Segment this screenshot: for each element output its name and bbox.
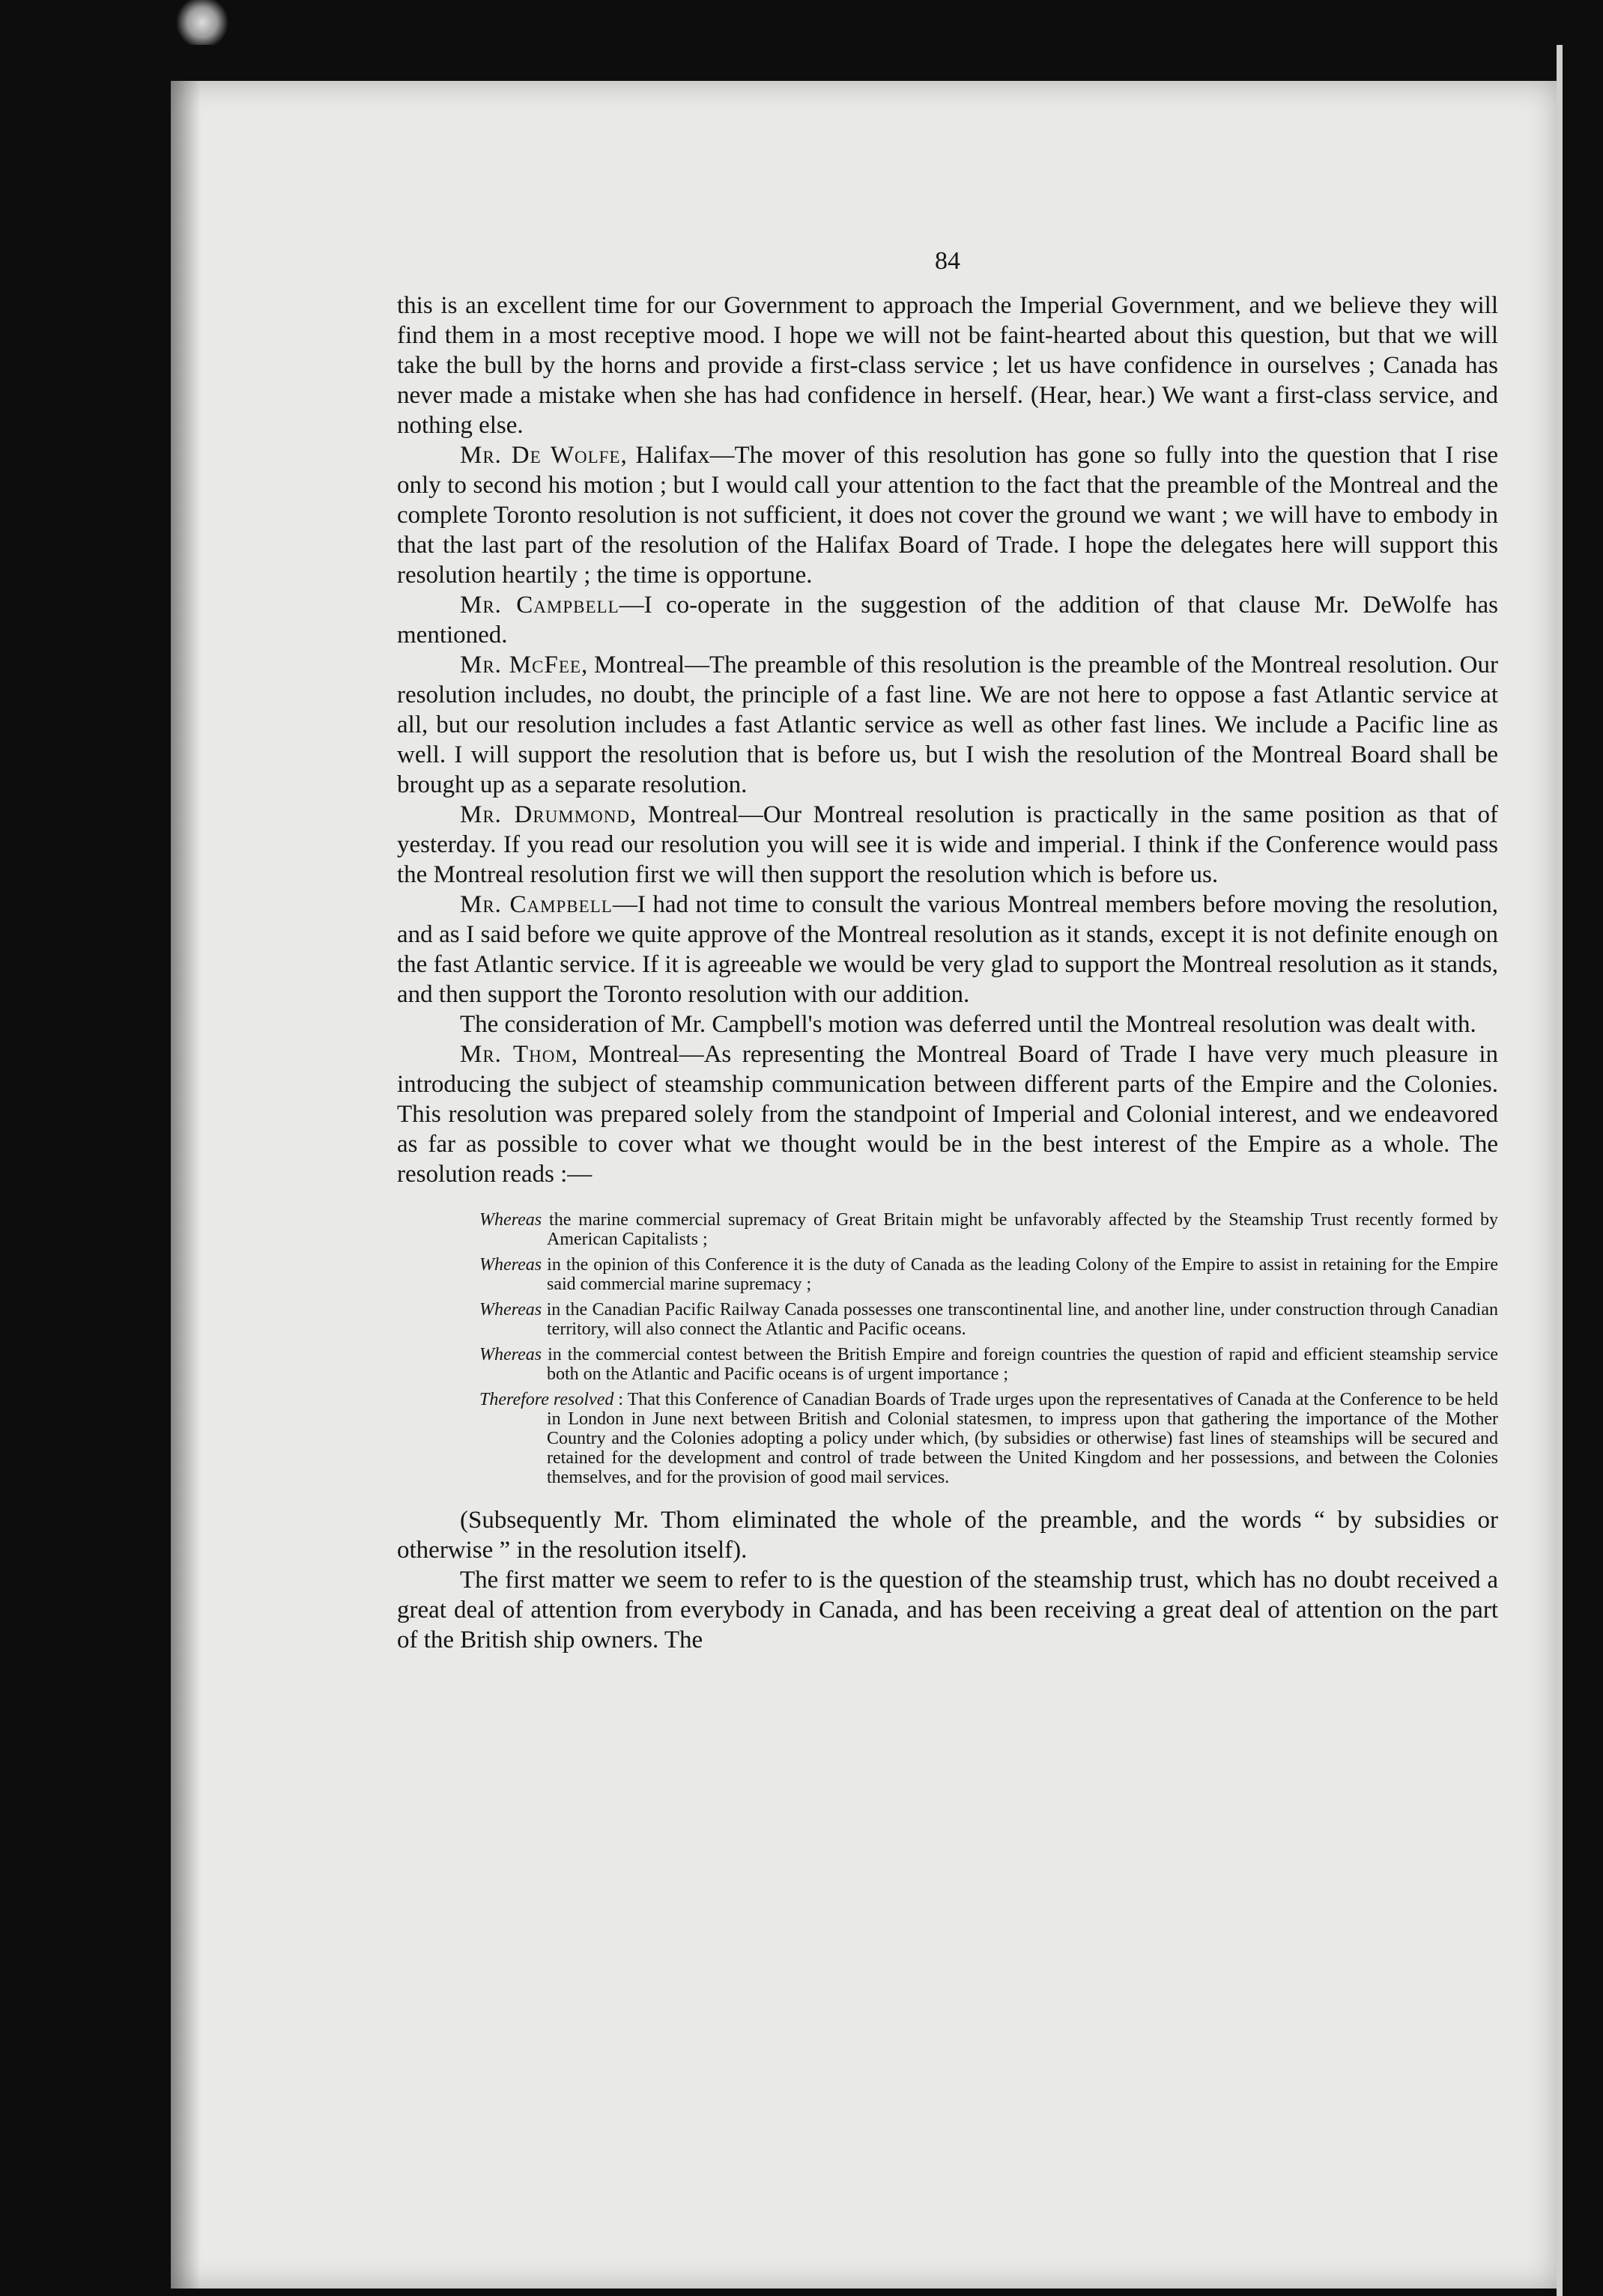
speaker-name: Mr. De Wolfe <box>460 442 621 469</box>
paragraph <box>397 650 1498 800</box>
paragraph-text: , Montreal—Our Montreal resolution is practically in the same position as that of yesterday. If you read our resolution you will see it is wide and imperial. I think if the Conference would pass the Montreal resolution first we will then support the resolution which is before us. <box>397 801 1499 888</box>
clause-text: the marine commercial supremacy of Great Britain might be unfavorably affected by the Steamship Trust recently formed by American Capitalists ; <box>542 1210 1498 1249</box>
paragraph <box>397 440 1498 590</box>
paragraph <box>397 890 1498 1009</box>
speaker-name: Mr. Campbell <box>460 891 613 918</box>
paragraph-text: —I co-operate in the suggestion of the addition of that clause Mr. DeWolfe has mentioned. <box>397 592 1498 649</box>
resolution-clause <box>479 1255 1498 1294</box>
speaker-name: Mr. Drummond <box>460 801 631 828</box>
clause-text: in the Canadian Pacific Railway Canada possesses one transcontinental line, and another line, under construction through Canadian territory, will also connect the Atlantic and Pacific oceans. <box>542 1300 1498 1339</box>
resolution-clause <box>479 1300 1498 1339</box>
paragraph-text: The consideration of Mr. Campbell's motion was deferred until the Montreal resolution was dealt with. <box>460 1011 1476 1038</box>
closing-paragraph: (Subsequently Mr. Thom eliminated the whole of the preamble, and the words “ by subsidies or otherwise ” in the resolution itself). <box>397 1507 1498 1564</box>
clause-lead: Whereas <box>479 1255 542 1275</box>
paragraph <box>397 1039 1498 1189</box>
scan-artifact <box>172 0 232 45</box>
page-content <box>397 247 1498 1655</box>
clause-lead: Whereas <box>479 1345 542 1364</box>
paragraph <box>397 590 1498 650</box>
resolution-clause <box>479 1345 1498 1384</box>
binding-shadow <box>171 81 201 2289</box>
paragraph-text: this is an excellent time for our Government to approach the Imperial Government, and we believe they will find them in a most receptive mood. I hope we will not be faint-hearted about this question, but that we will take the bull by the horns and provide a first-class service ; let us have confidence in ourselves ; Canada has never made a mistake when she has had confidence in herself. (Hear, hear.) We want a first-class service, and nothing else. <box>397 292 1498 439</box>
paragraph <box>397 1009 1498 1039</box>
clause-text: in the commercial contest between the British Empire and foreign countries the question of rapid and efficient steamship service both on the Atlantic and Pacific oceans is of urgent importance ; <box>542 1345 1498 1384</box>
clause-lead: Whereas <box>479 1300 542 1319</box>
speaker-name: Mr. Thom <box>460 1041 572 1068</box>
paragraph <box>397 800 1498 890</box>
paragraph-text: , Montreal—As representing the Montreal Board of Trade I have very much pleasure in introducing the subject of steamship communication between different parts of the Empire and the Colonies. This resolution was prepared solely from the standpoint of Imperial and Colonial interest, and we endeavored as far as possible to cover what we thought would be in the best interest of the Empire as a whole. The resolution reads :— <box>397 1041 1498 1188</box>
paragraph-text: —I had not time to consult the various Montreal members before moving the resolution, and as I said before we quite approve of the Montreal resolution as it stands, except it is not definite enough on the fast Atlantic service. If it is agreeable we would be very glad to support the Montreal resolution as it stands, and then support the Toronto resolution with our addition. <box>397 891 1498 1008</box>
clause-text: : That this Conference of Canadian Boards of Trade urges upon the representatives of Canada at the Conference to be held in London in June next between British and Colonial statesmen, to impress upon that gathering the importance of the Mother Country and the Colonies adopting a policy under which, (by subsidies or otherwise) fast lines of steamships will be secured and retained for the development and control of trade between the United Kingdom and her possessions, and between the Colonies themselves, and for the provision of good mail services. <box>547 1390 1498 1487</box>
paragraph-text: , Montreal—The preamble of this resolution is the preamble of the Montreal resolution. Our resolution includes, no doubt, the principle of a fast line. We are not here to oppose a fast Atlantic service at all, but our resolution includes a fast Atlantic service as well as other fast lines. We include a Pacific line as well. I will support the resolution that is before us, but I wish the resolution of the Montreal Board shall be brought up as a separate resolution. <box>397 652 1498 798</box>
closing-paragraph: The first matter we seem to refer to is the question of the steamship trust, which has no doubt received a great deal of attention from everybody in Canada, and has been receiving a great deal of attention on the part of the British ship owners. The <box>397 1567 1498 1653</box>
paragraph-text: , Halifax—The mover of this resolution has gone so fully into the question that I rise only to second his motion ; but I would call your attention to the fact that the preamble of the Montreal and the complete Toronto resolution is not sufficient, it does not cover the ground we want ; we will have to embody in that the last part of the resolution of the Halifax Board of Trade. I hope the delegates here will support this resolution heartily ; the time is opportune. <box>397 442 1498 589</box>
resolution-clause <box>479 1210 1498 1249</box>
adjacent-page-edge <box>1557 45 1563 2296</box>
speaker-name: Mr. Campbell <box>460 592 619 619</box>
resolution-clause <box>479 1390 1498 1487</box>
clause-text: in the opinion of this Conference it is the duty of Canada as the leading Colony of the Empire to assist in retaining for the Empire said commercial marine supremacy ; <box>542 1255 1498 1294</box>
resolution-quote <box>479 1210 1498 1487</box>
page-number: 84 <box>935 247 960 275</box>
speaker-name: Mr. McFee <box>460 652 581 678</box>
paragraph <box>397 291 1498 440</box>
clause-lead: Therefore resolved <box>479 1390 614 1409</box>
clause-lead: Whereas <box>479 1210 542 1230</box>
